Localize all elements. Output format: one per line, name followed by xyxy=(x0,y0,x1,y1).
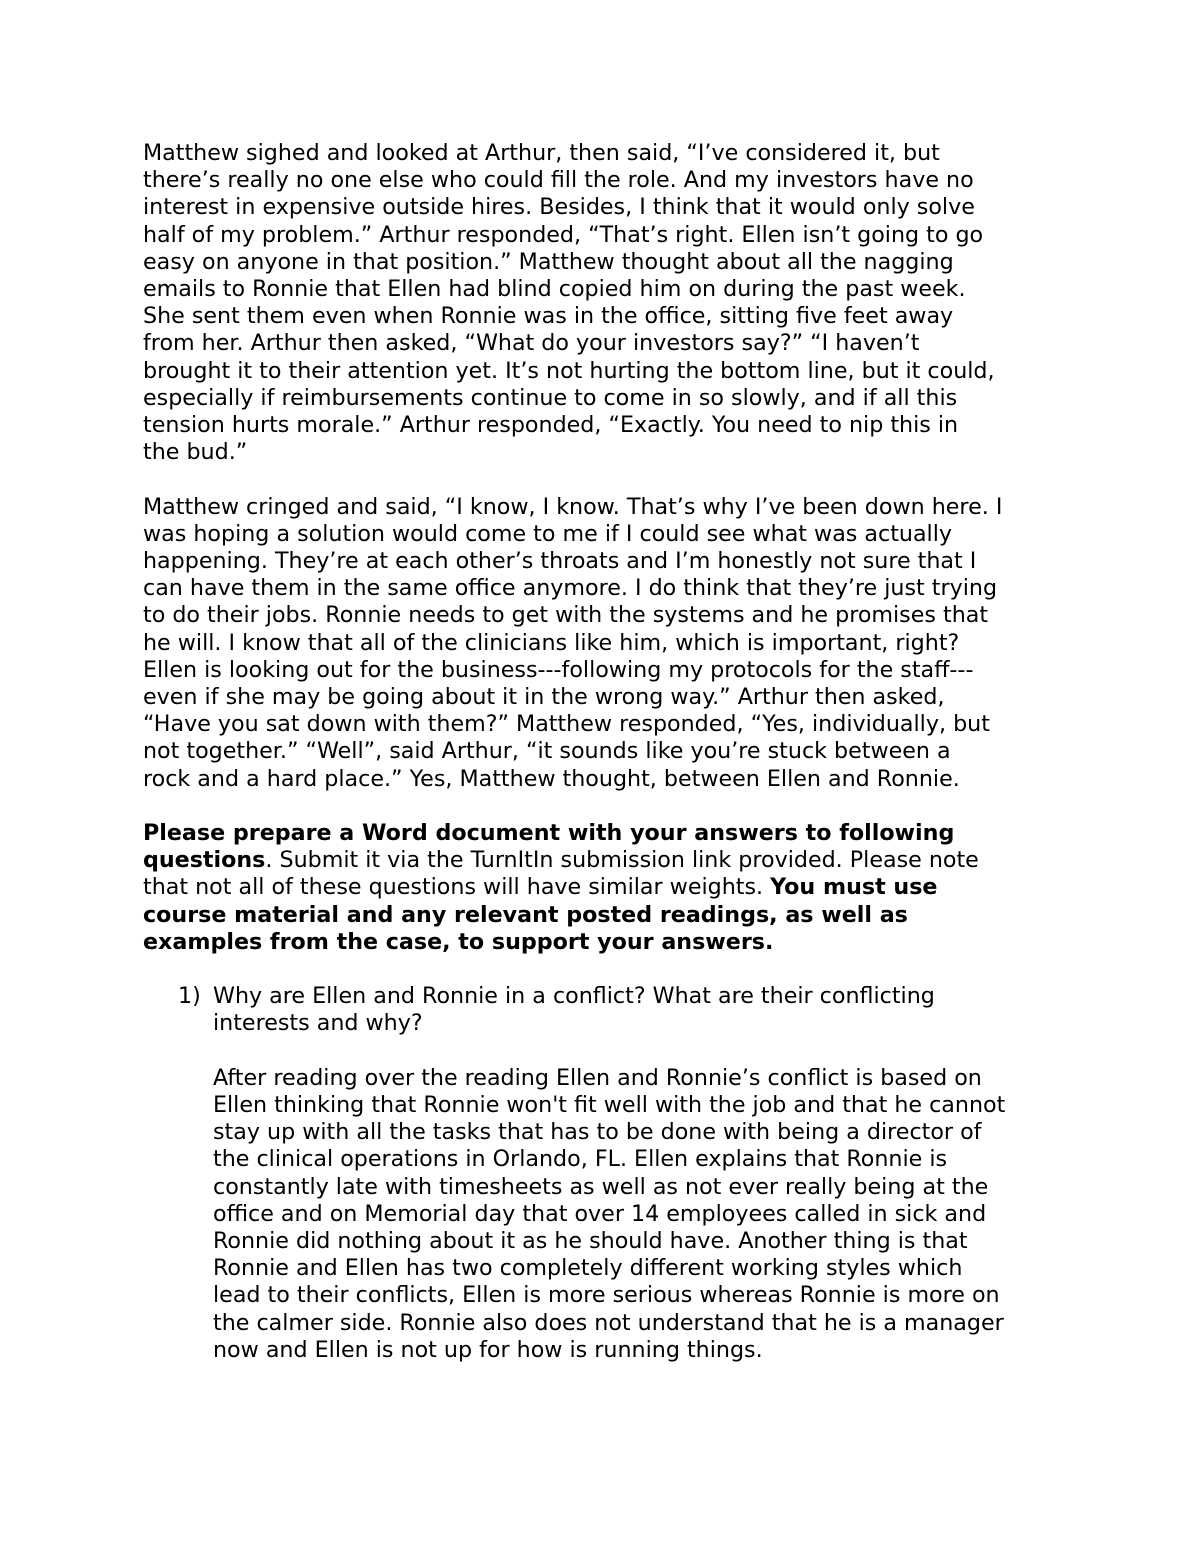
instructions-bold-tail: You must use course material and any relevant posted readings, as well as examples from the case, to support your answers. xyxy=(143,874,938,955)
instructions-normal-text: . Submit it via the TurnItIn submission link provided. Please note that not all of these questions will have similar weights. xyxy=(143,847,979,901)
answer-text: After reading over the reading Ellen and Ronnie’s conflict is based on Ellen thinking that Ronnie won't fit well with the job and that he cannot stay up with all the tasks that has to be done with being a director of the clinical operations in Orlando, FL. Ellen explains that Ronnie is constantly late with timesheets as well as not ever really being at the office and on Memorial day that over 14 employees called in sick and Ronnie did nothing about it as he should have. Another thing is that Ronnie and Ellen has two completely different working styles which lead to their conflicts, Ellen is more serious whereas Ronnie is more on the calmer side. Ronnie also does not understand that he is a manager now and Ellen is not up for how is running things. xyxy=(213,1064,1006,1363)
instructions-bold-lead: Please prepare a Word document with your answers to following questions xyxy=(143,820,955,874)
question-text: Why are Ellen and Ronnie in a conflict? What are their conflicting interests and why? xyxy=(213,983,935,1037)
question-item xyxy=(143,983,1068,1364)
instructions-paragraph xyxy=(143,820,1068,956)
document-page xyxy=(143,140,1068,1391)
story-paragraph-1: Matthew sighed and looked at Arthur, then said, “I’ve considered it, but there’s really no one else who could fill the role. And my investors have no interest in expensive outside hires. Besides, I think that it would only solve half of my problem.” Arthur responded, “That’s right. Ellen isn’t going to go easy on anyone in that position.” Matthew thought about all the nagging emails to Ronnie that Ellen had blind copied him on during the past week. She sent them even when Ronnie was in the office, sitting five feet away from her. Arthur then asked, “What do your investors say?” “I haven’t brought it to their attention yet. It’s not hurting the bottom line, but it could, especially if reimbursements continue to come in so slowly, and if all this tension hurts morale.” Arthur responded, “Exactly. You need to nip this in the bud.” xyxy=(143,140,995,466)
question-list xyxy=(143,983,1068,1364)
story-paragraph-2: Matthew cringed and said, “I know, I know. That’s why I’ve been down here. I was hoping a solution would come to me if I could see what was actually happening. They’re at each other’s throats and I’m honestly not sure that I can have them in the same office anymore. I do think that they’re just trying to do their jobs. Ronnie needs to get with the systems and he promises that he will. I know that all of the clinicians like him, which is important, right? Ellen is looking out for the business---following my protocols for the staff--- even if she may be going about it in the wrong way.” Arthur then asked, “Have you sat down with them?” Matthew responded, “Yes, individually, but not together.” “Well”, said Arthur, “it sounds like you’re stuck between a rock and a hard place.” Yes, Matthew thought, between Ellen and Ronnie. xyxy=(143,493,1003,792)
question-number: 1) xyxy=(178,983,201,1010)
